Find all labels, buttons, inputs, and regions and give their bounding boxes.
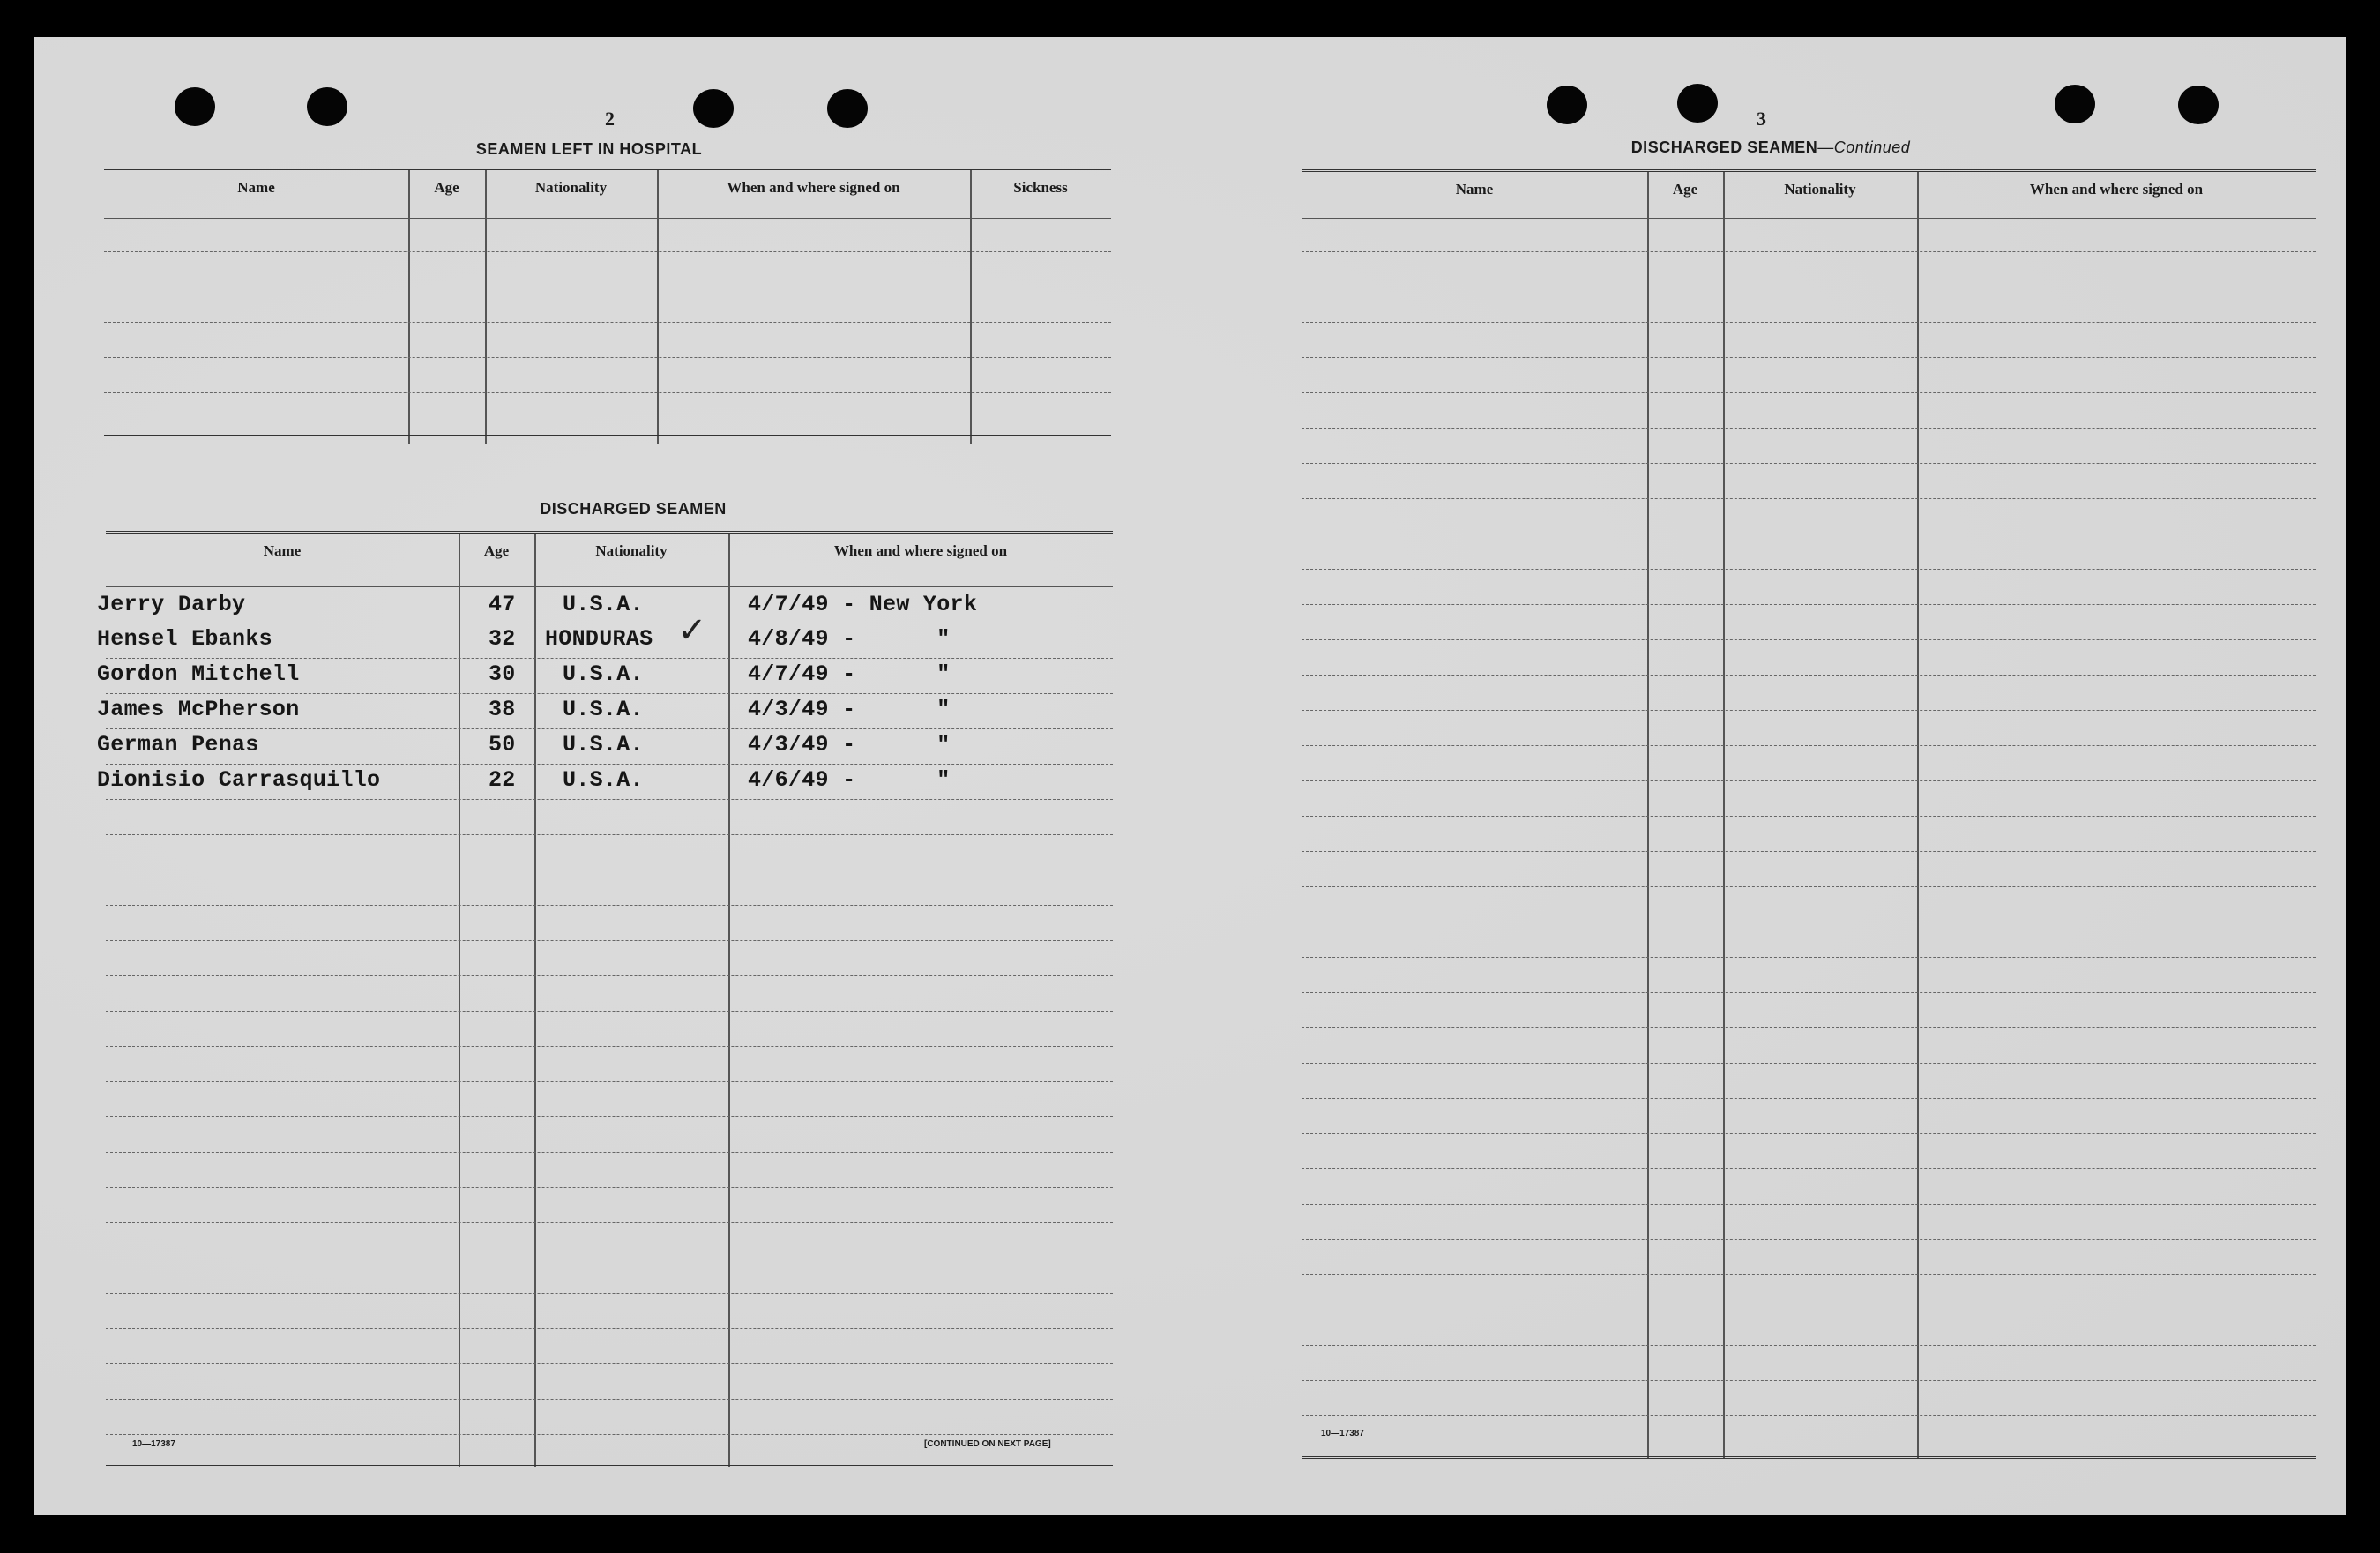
seaman-nationality: U.S.A. xyxy=(563,732,644,758)
ruled-line xyxy=(1302,1098,2316,1099)
column-divider xyxy=(728,534,730,1467)
ruled-line xyxy=(1302,1415,2316,1416)
ruled-line xyxy=(1302,886,2316,887)
header-rule xyxy=(1302,218,2316,219)
seaman-nationality: HONDURAS xyxy=(545,626,653,652)
seaman-age: 30 xyxy=(489,661,516,687)
hospital-table xyxy=(104,168,1111,441)
ruled-line xyxy=(1302,1274,2316,1275)
ruled-line xyxy=(1302,851,2316,852)
seaman-name: Dionisio Carrasquillo xyxy=(97,767,381,793)
ruled-line xyxy=(106,1399,1113,1400)
seaman-age: 50 xyxy=(489,732,516,758)
ruled-line xyxy=(106,658,1113,659)
column-header-signed-on: When and where signed on xyxy=(2029,181,2204,198)
discharged-section-title: DISCHARGED SEAMEN xyxy=(540,500,727,518)
ruled-line xyxy=(104,322,1111,323)
ruled-line xyxy=(1302,675,2316,676)
column-divider xyxy=(1723,172,1725,1458)
ruled-line xyxy=(106,1081,1113,1082)
ruled-line xyxy=(1302,463,2316,464)
seaman-age: 47 xyxy=(489,592,516,617)
seaman-signed-on: 4/8/49 - " xyxy=(748,626,951,652)
check-mark-icon: ✓ xyxy=(677,610,707,651)
column-divider xyxy=(408,170,410,444)
ruled-line xyxy=(106,905,1113,906)
title-suffix: —Continued xyxy=(1817,138,1911,156)
ruled-line xyxy=(106,1222,1113,1223)
ruled-line xyxy=(106,940,1113,941)
ruled-line xyxy=(1302,392,2316,393)
ruled-line xyxy=(106,1152,1113,1153)
column-header-nationality: Nationality xyxy=(595,542,668,559)
column-header-signed-on: When and where signed on xyxy=(833,542,1008,559)
ruled-line xyxy=(104,251,1111,252)
seaman-name: German Penas xyxy=(97,732,259,758)
seaman-name: Jerry Darby xyxy=(97,592,246,617)
ruled-line xyxy=(1302,816,2316,817)
ruled-line xyxy=(1302,745,2316,746)
ruled-line xyxy=(106,764,1113,765)
document-sheet xyxy=(34,37,2346,1515)
form-number: 10—17387 xyxy=(132,1439,175,1449)
ruled-line xyxy=(1302,1204,2316,1205)
seaman-signed-on: 4/3/49 - " xyxy=(748,697,951,722)
ruled-line xyxy=(106,1011,1113,1012)
header-rule xyxy=(104,218,1111,219)
page-number: 2 xyxy=(605,108,615,130)
ruled-line xyxy=(1302,1063,2316,1064)
ruled-line xyxy=(106,1363,1113,1364)
title-main: DISCHARGED SEAMEN xyxy=(1630,138,1818,156)
ruled-line xyxy=(104,392,1111,393)
column-divider xyxy=(657,170,659,444)
ruled-line xyxy=(1302,1345,2316,1346)
ruled-line xyxy=(106,1434,1113,1435)
ruled-line xyxy=(1302,569,2316,570)
column-divider xyxy=(970,170,972,444)
ruled-line xyxy=(106,728,1113,729)
ruled-line xyxy=(1302,780,2316,781)
ruled-line xyxy=(1302,428,2316,429)
left-page xyxy=(34,37,1180,1515)
seaman-nationality: U.S.A. xyxy=(563,592,644,617)
column-divider xyxy=(1647,172,1649,1458)
seaman-signed-on: 4/7/49 - " xyxy=(748,661,951,687)
ruled-line xyxy=(1302,322,2316,323)
column-header-name: Name xyxy=(237,179,275,196)
seaman-name: Hensel Ebanks xyxy=(97,626,272,652)
seaman-name: James McPherson xyxy=(97,697,300,722)
ruled-line xyxy=(106,693,1113,694)
column-header-name: Name xyxy=(1455,181,1494,198)
continued-note: [CONTINUED ON NEXT PAGE] xyxy=(924,1439,1051,1449)
column-header-sickness: Sickness xyxy=(1013,179,1068,196)
seaman-age: 38 xyxy=(489,697,516,722)
seaman-age: 32 xyxy=(489,626,516,652)
ruled-line xyxy=(1302,498,2316,499)
page-number: 3 xyxy=(1757,108,1766,130)
ruled-line xyxy=(1302,710,2316,711)
ruled-line xyxy=(106,799,1113,800)
header-rule xyxy=(106,586,1113,587)
column-header-nationality: Nationality xyxy=(1784,181,1856,198)
ruled-line xyxy=(1302,1168,2316,1169)
ruled-line xyxy=(106,1187,1113,1188)
seaman-nationality: U.S.A. xyxy=(563,767,644,793)
ruled-line xyxy=(106,834,1113,835)
ruled-line xyxy=(1302,1133,2316,1134)
ruled-line xyxy=(1302,992,2316,993)
form-number: 10—17387 xyxy=(1321,1429,1364,1438)
ruled-line xyxy=(1302,957,2316,958)
ruled-line xyxy=(1302,1380,2316,1381)
seaman-signed-on: 4/6/49 - " xyxy=(748,767,951,793)
column-header-name: Name xyxy=(263,542,302,559)
ruled-line xyxy=(1302,639,2316,640)
ruled-line xyxy=(104,357,1111,358)
column-divider xyxy=(485,170,487,444)
ruled-line xyxy=(1302,604,2316,605)
table-bottom-rule xyxy=(106,1465,1113,1467)
column-header-age: Age xyxy=(1672,181,1698,198)
seaman-name: Gordon Mitchell xyxy=(97,661,300,687)
ruled-line xyxy=(1302,357,2316,358)
seaman-age: 22 xyxy=(489,767,516,793)
column-divider xyxy=(1917,172,1919,1458)
ruled-line xyxy=(1302,251,2316,252)
column-header-age: Age xyxy=(483,542,510,559)
table-bottom-rule xyxy=(104,435,1111,437)
seaman-signed-on: 4/3/49 - " xyxy=(748,732,951,758)
column-divider xyxy=(459,534,460,1467)
ruled-line xyxy=(106,1328,1113,1329)
seaman-nationality: U.S.A. xyxy=(563,697,644,722)
column-divider xyxy=(534,534,536,1467)
ruled-line xyxy=(106,1046,1113,1047)
discharged-continued-title xyxy=(1585,138,1956,157)
discharged-continued-table xyxy=(1302,169,2316,1457)
ruled-line xyxy=(106,1116,1113,1117)
ruled-line xyxy=(1302,1239,2316,1240)
hospital-section-title: SEAMEN LEFT IN HOSPITAL xyxy=(475,140,703,158)
ruled-line xyxy=(1302,1027,2316,1028)
table-bottom-rule xyxy=(1302,1456,2316,1459)
column-header-age: Age xyxy=(434,179,459,196)
ruled-line xyxy=(106,975,1113,976)
right-page xyxy=(1250,37,2346,1515)
column-header-signed-on: When and where signed on xyxy=(727,179,900,196)
ruled-line xyxy=(106,1293,1113,1294)
seaman-signed-on: 4/7/49 - New York xyxy=(748,592,978,617)
seaman-nationality: U.S.A. xyxy=(563,661,644,687)
column-header-nationality: Nationality xyxy=(534,179,608,196)
